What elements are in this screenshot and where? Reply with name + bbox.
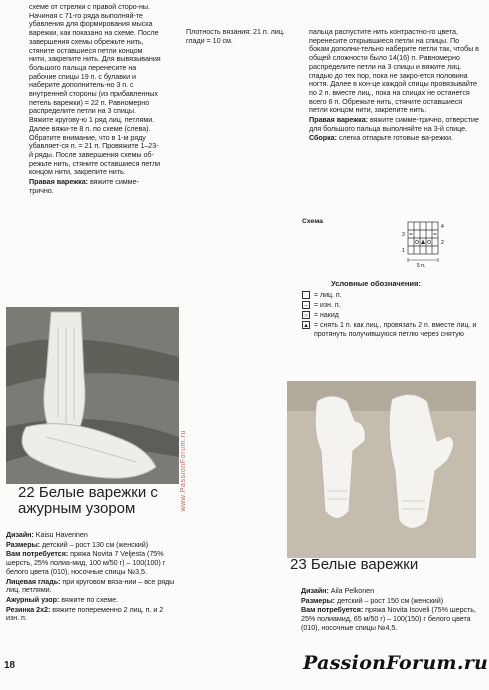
col1-right-mitten	[29, 178, 161, 195]
col3-assembly-text: слегка отпарьте готовые ва-режки.	[336, 133, 453, 143]
double-decrease-symbol-icon: ▲	[303, 323, 309, 329]
col2-paragraph: Плотность вязания: 21 п. лиц. глади = 10 см.	[186, 27, 285, 45]
pattern-title-22: 22 Белые варежки с ажурным узором	[18, 484, 158, 517]
col1-right-mitten-text: вяжите симме-трично.	[29, 177, 139, 195]
sizes-label-22: Размеры:	[6, 539, 41, 549]
lace-value-22: вяжите по схеме.	[59, 594, 119, 604]
sizes-label-23: Размеры:	[301, 595, 336, 605]
col1-paragraph: схеме от стрелки с правой сторо-ны. Начиная с 71-го ряда выполняй-те убавления для формирования мыска варежки, как показано на схеме. После завершения схемы обрежьте нить, стяните оставшиеся петли концом нити, закрепите нить. Для вывязывания большого пальца перенесите на рабочие спицы 19 п. с булавки и наберите дополнитель-но 3 п. с внутренней стороны (из прибавленных петель варежки) = 22 п. Равномерно распределите петли на 3 спицы. Вяжите кругову-ю 1 ряд лиц. петлями. Далее вяжи-те 8 п. по схеме (слева). Обратите внимание, что в 1-м ряду убавляет-ся п. = 21 п. Провяжите 1–23-й ряды. После завершения схемы об-режьте нить, стяните оставшиеся петли концом нити, закрепите нить.	[29, 2, 161, 177]
col3-paragraph: пальца распустите нить контрастно-го цвета, перенесите открывшиеся петли на спицы. По бокам дополни-тельно наберите петли так, чтобы в общей сложности было 14(16) п. Равномерно распределите петли на 3 спицы и вяжите лиц. гладью до тех пор, пока не закро-ется половина ногтя. Далее в кон-це каждой спицы провязывайте по 2 п. вместе лиц., пока на спицах не останется всего 6 п. Обрежьте нить, стяните оставшиеся петли концом нити, закрепите нить.	[309, 27, 479, 115]
sizes-line-22	[6, 541, 178, 550]
stockinette-label-22: Лицевая гладь:	[6, 576, 61, 586]
chart-row-mark-3: 3	[402, 232, 405, 238]
stockinette-line-22	[6, 578, 178, 595]
materials-line-22	[6, 550, 178, 576]
design-label-22: Дизайн:	[6, 530, 34, 539]
rib-value-22: вяжите попеременно 2 лиц. п. и 2 изн. п.	[6, 604, 164, 623]
lace-chart	[400, 218, 460, 273]
col3-right-mitten-text: вяжите симме-трично, отверстие для большого пальца выполняйте на 3-й спице.	[309, 115, 479, 133]
mittens-photo-1	[6, 307, 179, 484]
pattern-text-col3	[309, 28, 479, 144]
lace-line-22	[6, 596, 178, 605]
legend-text: = снять 1 п. как лиц., провязать 2 п. вместе лиц. и протянуть получившуюся петлю через снятую	[314, 322, 477, 338]
rib-label-22: Резинка 2х2:	[6, 604, 51, 614]
pattern-details-23	[301, 587, 481, 634]
col3-assembly-label: Сборка:	[309, 133, 337, 143]
yarn-over-symbol-icon: ○	[302, 311, 310, 319]
materials-value-23: пряжа Novita Isoveli (75% шерсть, 25% полиамид, 65 м/50 г) – 100(150) г белого цвета (010), носочные спицы №4,5.	[301, 605, 476, 632]
pattern-details-22	[6, 531, 178, 624]
legend-title: Условные обозначения:	[331, 279, 421, 288]
mittens-photo-2	[287, 381, 476, 558]
materials-label-22: Вам потребуется:	[6, 549, 69, 559]
vertical-watermark: www.PassionForum.ru	[180, 430, 187, 512]
purl-symbol-icon: –	[302, 301, 310, 309]
design-line-22	[6, 531, 178, 540]
lace-label-22: Ажурный узор:	[6, 594, 60, 604]
legend-item	[302, 301, 477, 310]
site-watermark[interactable]: PassionForum.ru	[303, 652, 489, 674]
col1-right-mitten-label: Правая варежка:	[29, 177, 89, 187]
col3-right-mitten	[309, 116, 479, 133]
lace-chart-grid	[400, 218, 460, 268]
knit-symbol-icon	[302, 291, 310, 299]
legend-item	[302, 321, 477, 339]
sizes-line-23	[301, 597, 481, 606]
schema-label: Схема	[302, 218, 323, 225]
design-value-23: Aila Pelkonen	[328, 586, 375, 595]
materials-line-23	[301, 606, 481, 632]
sizes-value-22: детский – рост 130 см (женский)	[40, 539, 149, 549]
chart-row-mark-4: 4	[441, 224, 444, 230]
legend-item	[302, 291, 477, 300]
chart-repeat-label: 5 п.	[417, 263, 426, 268]
mittens-illustration-2	[287, 381, 476, 558]
mittens-illustration-1	[6, 307, 179, 484]
chart-row-mark-2: 2	[441, 240, 444, 246]
materials-value-22: пряжа Novita 7 Veljesta (75% шерсть, 25% полиа-мид, 100 м/50 г) – 100(100) г белого цвета (010), носочные спицы №3,5.	[6, 549, 166, 576]
rib-line-22	[6, 606, 178, 623]
materials-label-23: Вам потребуется:	[301, 605, 364, 615]
legend-text: = накид	[314, 312, 339, 319]
chart-row-mark-1: 1	[402, 248, 405, 254]
design-value-22: Kaisu Haverinen	[33, 530, 88, 539]
sizes-value-23: детский – рост 150 см (женский)	[335, 595, 444, 605]
legend-text: = изн. п.	[314, 302, 341, 309]
pattern-title-23: 23 Белые варежки	[290, 556, 419, 573]
col3-right-mitten-label: Правая варежка:	[309, 115, 369, 125]
stockinette-value-22: при круговом вяза-нии – все ряды лиц. петлями.	[6, 576, 175, 595]
design-label-23: Дизайн:	[301, 586, 329, 595]
legend	[302, 291, 477, 340]
legend-text: = лиц. п.	[314, 292, 342, 299]
pattern-text-col2	[186, 28, 298, 46]
page-number: 18	[4, 660, 16, 671]
legend-item	[302, 311, 477, 320]
pattern-text-col1	[29, 3, 161, 196]
design-line-23	[301, 587, 481, 596]
col3-assembly	[309, 134, 479, 143]
